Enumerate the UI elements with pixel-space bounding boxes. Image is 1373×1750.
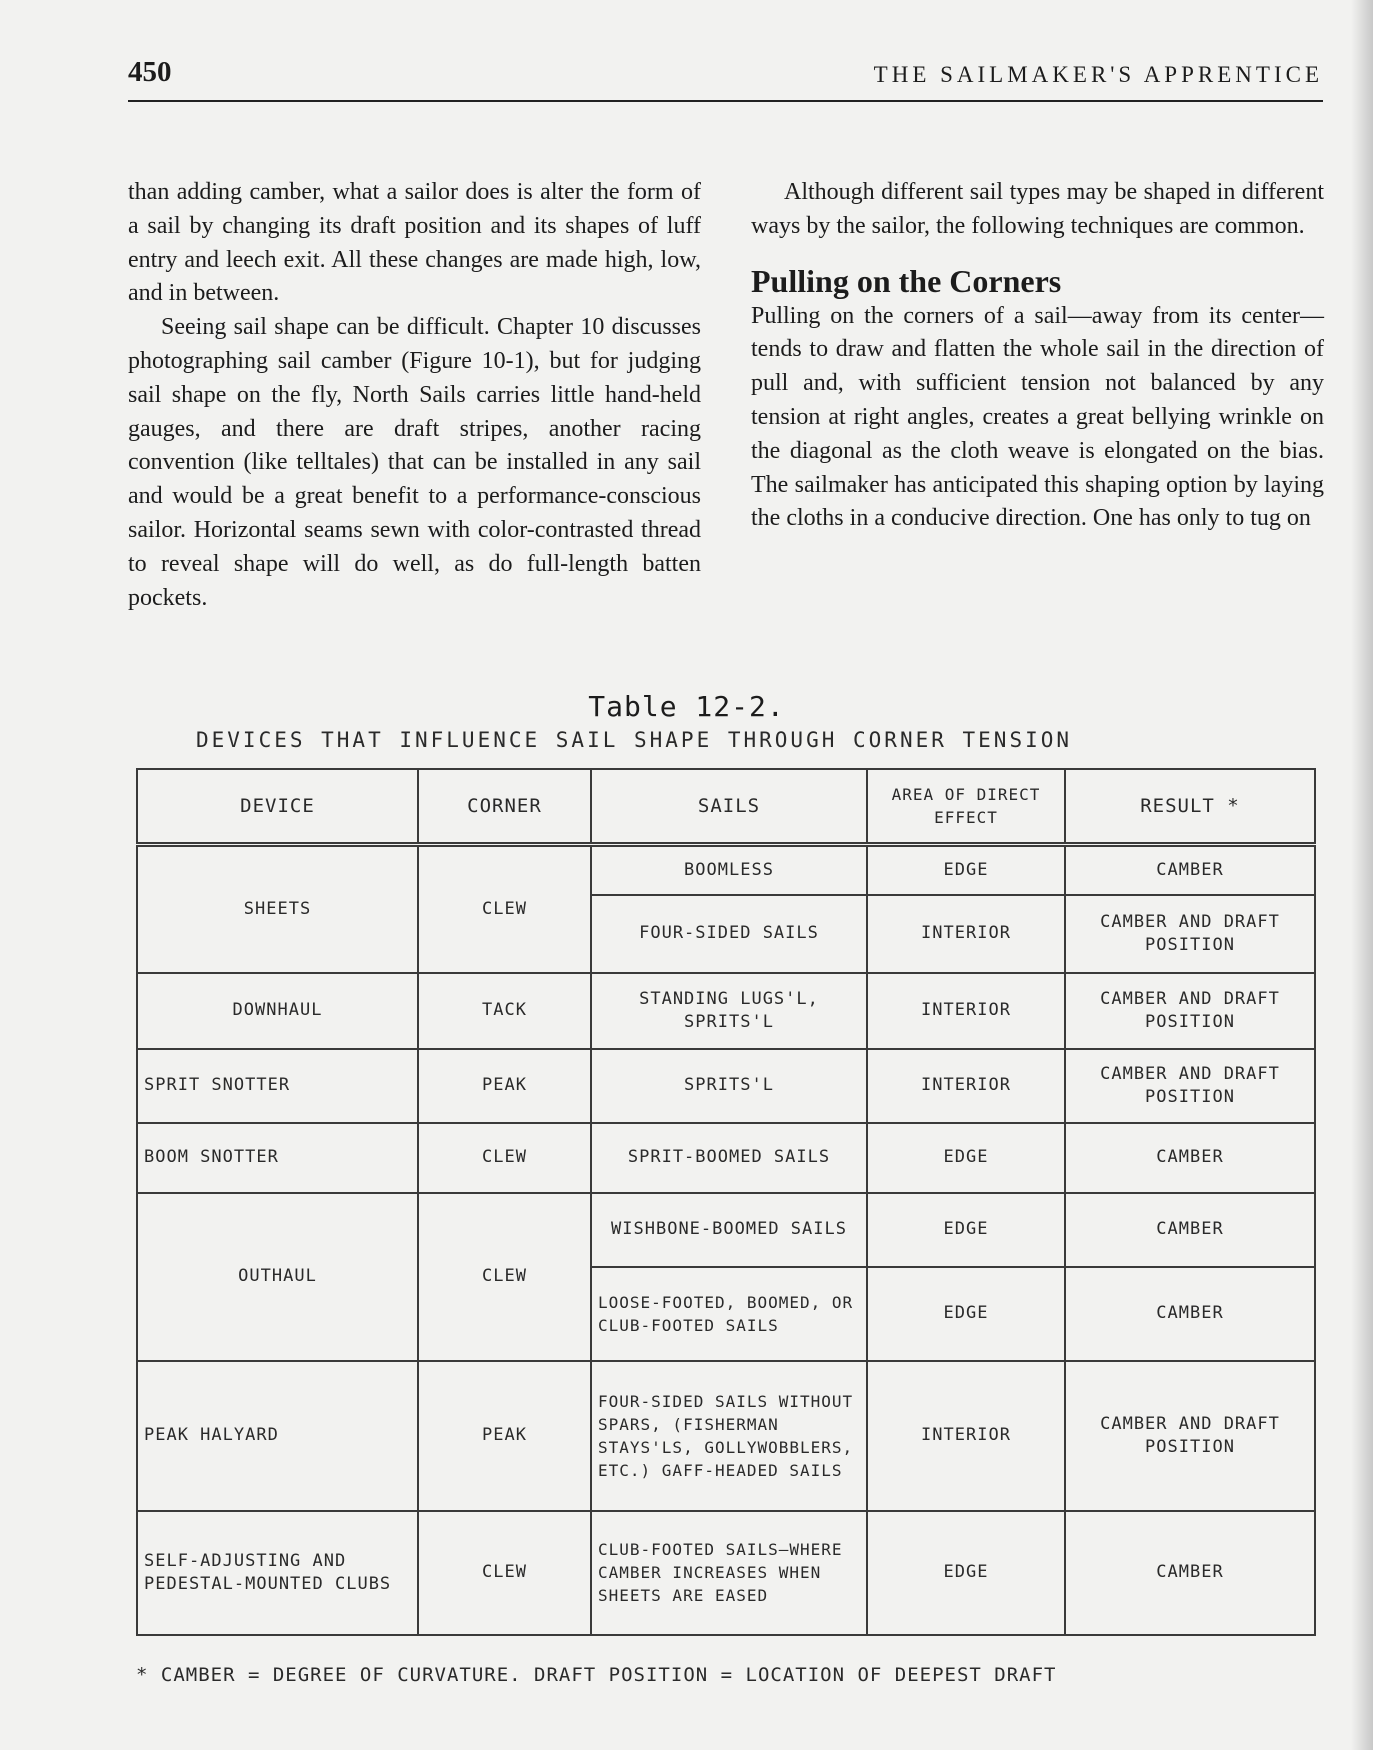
cell-result: CAMBER xyxy=(1065,1123,1315,1193)
table-header-row xyxy=(137,769,1315,845)
page-edge-shadow xyxy=(1351,0,1373,1750)
cell-area: EDGE xyxy=(867,1511,1065,1635)
cell-corner: PEAK xyxy=(418,1049,591,1123)
cell-result: CAMBER AND DRAFT POSITION xyxy=(1065,1361,1315,1511)
cell-corner: CLEW xyxy=(418,845,591,973)
cell-corner: CLEW xyxy=(418,1193,591,1361)
cell-result: CAMBER xyxy=(1065,1193,1315,1267)
cell-area: INTERIOR xyxy=(867,1049,1065,1123)
cell-result: CAMBER xyxy=(1065,845,1315,895)
cell-sails: SPRITS'L xyxy=(591,1049,867,1123)
cell-device: SELF-ADJUSTING AND PEDESTAL-MOUNTED CLUBS xyxy=(137,1511,418,1635)
table-subtitle: DEVICES THAT INFLUENCE SAIL SHAPE THROUGH CORNER TENSION xyxy=(196,728,1073,752)
cell-corner: CLEW xyxy=(418,1123,591,1193)
cell-device: PEAK HALYARD xyxy=(137,1361,418,1511)
header-sails: SAILS xyxy=(591,769,867,845)
cell-device: SPRIT SNOTTER xyxy=(137,1049,418,1123)
cell-area: EDGE xyxy=(867,845,1065,895)
cell-sails: FOUR-SIDED SAILS xyxy=(591,895,867,973)
table-title: Table 12-2. xyxy=(588,690,785,723)
cell-result: CAMBER AND DRAFT POSITION xyxy=(1065,973,1315,1049)
running-head: THE SAILMAKER'S APPRENTICE xyxy=(873,62,1323,87)
cell-sails: FOUR-SIDED SAILS WITHOUT SPARS, (FISHERMAN STAYS'LS, GOLLYWOBBLERS, ETC.) GAFF-HEADED SAILS xyxy=(591,1361,867,1511)
cell-area: INTERIOR xyxy=(867,895,1065,973)
cell-corner: CLEW xyxy=(418,1511,591,1635)
cell-area: EDGE xyxy=(867,1267,1065,1361)
cell-sails: STANDING LUGS'L, SPRITS'L xyxy=(591,973,867,1049)
table-row xyxy=(137,845,1315,895)
cell-device: DOWNHAUL xyxy=(137,973,418,1049)
right-column xyxy=(751,176,1324,536)
header-device: DEVICE xyxy=(137,769,418,845)
cell-corner: PEAK xyxy=(418,1361,591,1511)
cell-sails: CLUB-FOOTED SAILS—WHERE CAMBER INCREASES WHEN SHEETS ARE EASED xyxy=(591,1511,867,1635)
left-paragraph-1: than adding camber, what a sailor does is alter the form of a sail by changing its draft position and its shapes of luff entry and leech exit. All these changes are made high, low, and in between. xyxy=(128,179,701,307)
cell-sails: SPRIT-BOOMED SAILS xyxy=(591,1123,867,1193)
left-column xyxy=(128,176,701,615)
table-row xyxy=(137,1361,1315,1511)
cell-area: EDGE xyxy=(867,1193,1065,1267)
table-row xyxy=(137,1049,1315,1123)
cell-device: OUTHAUL xyxy=(137,1193,418,1361)
table-row xyxy=(137,1123,1315,1193)
table-footnote: * CAMBER = DEGREE OF CURVATURE. DRAFT POSITION = LOCATION OF DEEPEST DRAFT xyxy=(136,1664,1057,1686)
devices-table xyxy=(136,768,1316,1636)
cell-area: EDGE xyxy=(867,1123,1065,1193)
table-row xyxy=(137,1511,1315,1635)
cell-sails: LOOSE-FOOTED, BOOMED, OR CLUB-FOOTED SAILS xyxy=(591,1267,867,1361)
right-paragraph-1: Although different sail types may be shaped in different ways by the sailor, the following techniques are common. xyxy=(751,179,1324,239)
header-result: RESULT * xyxy=(1065,769,1315,845)
page-number: 450 xyxy=(128,56,172,88)
left-paragraph-2: Seeing sail shape can be difficult. Chapter 10 discusses photographing sail camber (Figure 10-1), but for judging sail shape on the fly, North Sails carries little hand-held gauges, and there are draft stripes, another racing convention (like telltales) that can be installed in any sail and would be a great benefit to a performance-conscious sailor. Horizontal seams sewn with color-contrasted thread to reveal shape will do well, as do full-length batten pockets. xyxy=(128,314,701,611)
cell-device: BOOM SNOTTER xyxy=(137,1123,418,1193)
cell-result: CAMBER AND DRAFT POSITION xyxy=(1065,1049,1315,1123)
right-paragraph-2: Pulling on the corners of a sail—away from its center—tends to draw and flatten the whole sail in the direction of pull and, with sufficient tension not balanced by any tension at right angles, creates a great bellying wrinkle on the diagonal as the cloth weave is elongated on the bias. The sailmaker has anticipated this shaping option by laying the cloths in a conducive direction. One has only to tug on xyxy=(751,302,1324,532)
table-row xyxy=(137,1193,1315,1267)
cell-sails: BOOMLESS xyxy=(591,845,867,895)
table-row xyxy=(137,973,1315,1049)
cell-device: SHEETS xyxy=(137,845,418,973)
header-corner: CORNER xyxy=(418,769,591,845)
cell-result: CAMBER xyxy=(1065,1511,1315,1635)
cell-result: CAMBER AND DRAFT POSITION xyxy=(1065,895,1315,973)
header-area: AREA OF DIRECT EFFECT xyxy=(867,769,1065,845)
header-rule xyxy=(128,100,1323,102)
cell-area: INTERIOR xyxy=(867,973,1065,1049)
section-heading: Pulling on the Corners xyxy=(751,262,1062,299)
cell-corner: TACK xyxy=(418,973,591,1049)
cell-area: INTERIOR xyxy=(867,1361,1065,1511)
cell-result: CAMBER xyxy=(1065,1267,1315,1361)
cell-sails: WISHBONE-BOOMED SAILS xyxy=(591,1193,867,1267)
